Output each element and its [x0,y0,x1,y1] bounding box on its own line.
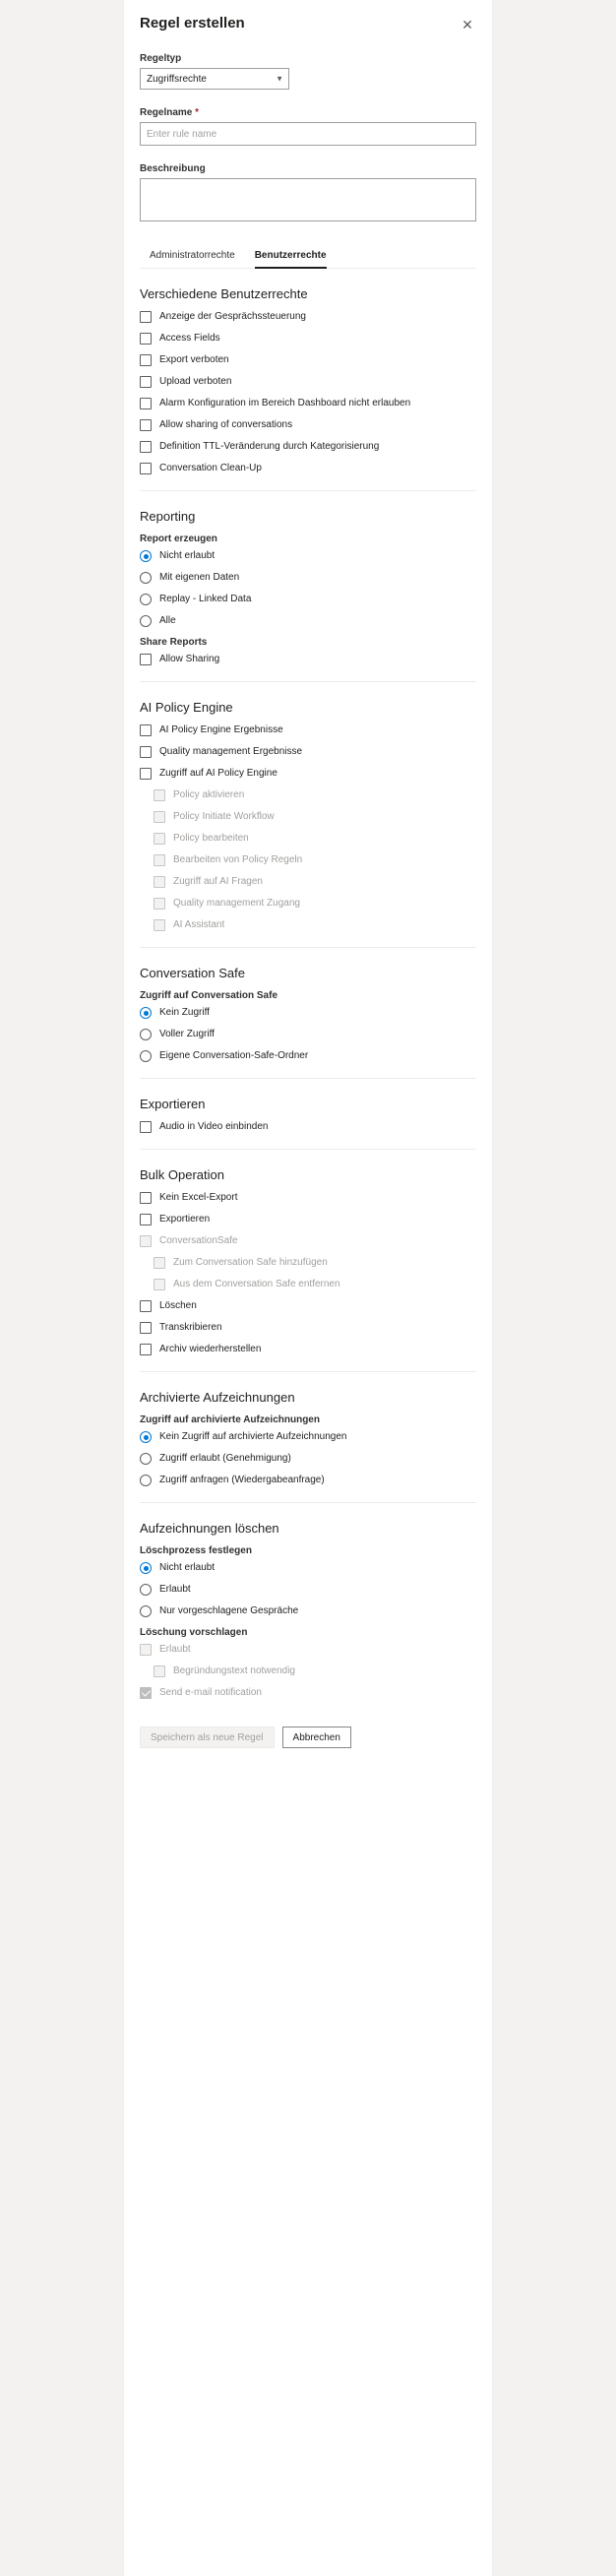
checkbox-box [154,1665,165,1677]
checkbox-box [154,854,165,866]
checkbox-box[interactable] [140,1344,152,1355]
checkbox-audio-in-video-einbinden[interactable] [140,1121,476,1133]
checkbox-label: Zugriff auf AI Policy Engine [159,768,277,779]
checkbox-transkribieren[interactable] [140,1322,476,1334]
description-field [140,163,476,226]
checkbox-box[interactable] [140,1300,152,1312]
radio-report-mit-eigenen-daten[interactable] [140,572,476,584]
page-title: Regel erstellen [140,15,245,31]
checkbox-send-email-notification [140,1687,476,1699]
rulename-label-text: Regelname [140,107,193,118]
checkbox-label: Erlaubt [159,1644,191,1655]
rulename-field [140,107,476,146]
checkbox-begruendungstext-notwendig [154,1665,476,1677]
checkbox-allow-sharing[interactable] [140,654,476,665]
radio-button[interactable] [140,1475,152,1486]
checkbox-label: Begründungstext notwendig [173,1665,295,1676]
section-misc-title: Verschiedene Benutzerrechte [140,286,308,301]
checkbox-box[interactable] [140,463,152,474]
checkbox-box[interactable] [140,354,152,366]
radio-cs-kein-zugriff[interactable] [140,1007,476,1019]
checkbox-label: Allow Sharing [159,654,220,664]
checkbox-bulk-exportieren[interactable] [140,1214,476,1225]
divider [140,947,476,948]
checkbox-label: Zum Conversation Safe hinzufügen [173,1257,328,1268]
rulename-label [140,107,476,118]
radio-button[interactable] [140,1007,152,1019]
checkbox-loeschen[interactable] [140,1300,476,1312]
checkbox-label: Allow sharing of conversations [159,419,293,430]
checkbox-alarm-konfiguration[interactable] [140,398,476,409]
checkbox-box[interactable] [140,1121,152,1133]
radio-report-alle[interactable] [140,615,476,627]
radio-delete-nicht-erlaubt[interactable] [140,1562,476,1574]
radio-report-replay-linked-data[interactable] [140,594,476,605]
ruletype-select-wrap [140,68,289,90]
create-rule-panel [124,0,492,2576]
checkbox-box [140,1235,152,1247]
radio-button[interactable] [140,1562,152,1574]
checkbox-zugriff-auf-ai-policy-engine[interactable] [140,768,476,780]
divider [140,1078,476,1079]
radio-button[interactable] [140,594,152,605]
divider [140,681,476,682]
checkbox-box[interactable] [140,768,152,780]
checkbox-box[interactable] [140,1322,152,1334]
radio-label: Kein Zugriff [159,1007,210,1018]
checkbox-upload-verboten[interactable] [140,376,476,388]
radio-label: Nicht erlaubt [159,1562,216,1573]
radio-button[interactable] [140,1029,152,1040]
checkbox-quality-management-zugang [154,898,476,910]
checkbox-label: Quality management Ergebnisse [159,746,303,757]
radio-label: Nur vorgeschlagene Gespräche [159,1605,299,1616]
checkbox-label: Exportieren [159,1214,211,1225]
section-export-title: Exportieren [140,1097,206,1111]
checkbox-box [154,919,165,931]
close-icon[interactable]: ✕ [457,14,478,35]
checkbox-label: Upload verboten [159,376,232,387]
report-erzeugen-label: Report erzeugen [140,534,217,544]
section-delete-recordings-title: Aufzeichnungen löschen [140,1521,279,1536]
checkbox-box [154,898,165,910]
checkbox-label: Policy Initiate Workflow [173,811,275,822]
radio-button[interactable] [140,572,152,584]
checkbox-label: Aus dem Conversation Safe entfernen [173,1279,340,1289]
checkbox-label: Quality management Zugang [173,898,300,909]
radio-button[interactable] [140,550,152,562]
checkbox-label: Policy aktivieren [173,789,245,800]
radio-archived-kein-zugriff[interactable] [140,1431,476,1443]
rights-tabs [140,244,476,269]
section-ai-policy-title: AI Policy Engine [140,700,233,715]
checkbox-kein-excel-export[interactable] [140,1192,476,1204]
checkbox-box [154,1279,165,1290]
required-marker: * [195,107,200,118]
checkbox-conversation-cleanup[interactable] [140,463,476,474]
radio-button[interactable] [140,1050,152,1062]
radio-button[interactable] [140,1584,152,1596]
checkbox-allow-sharing-conversations[interactable] [140,419,476,431]
checkbox-box[interactable] [140,398,152,409]
checkbox-ttl-veraenderung[interactable] [140,441,476,453]
checkbox-ai-policy-engine-ergebnisse[interactable] [140,724,476,736]
radio-archived-zugriff-anfragen[interactable] [140,1475,476,1486]
delete-process-label: Löschprozess festlegen [140,1545,252,1556]
radio-cs-voller-zugriff[interactable] [140,1029,476,1040]
checkbox-bearbeiten-von-policy-regeln [154,854,476,866]
divider [140,490,476,491]
checkbox-label: Definition TTL-Veränderung durch Kategorisierung [159,441,380,452]
panel-footer [124,1713,492,1764]
tab-benutzerrechte[interactable]: Benutzerrechte [245,244,337,268]
checkbox-access-fields[interactable] [140,333,476,345]
save-as-new-rule-button[interactable]: Speichern als neue Regel [140,1727,275,1748]
radio-label: Replay - Linked Data [159,594,252,604]
checkbox-suggest-erlaubt [140,1644,476,1656]
checkbox-archiv-wiederherstellen[interactable] [140,1344,476,1355]
suggest-deletion-label: Löschung vorschlagen [140,1627,248,1638]
checkbox-box [154,1257,165,1269]
checkbox-label: Access Fields [159,333,220,344]
checkbox-box[interactable] [140,311,152,323]
checkbox-label: Kein Excel-Export [159,1192,238,1203]
conversation-safe-sub-label: Zugriff auf Conversation Safe [140,990,278,1001]
checkbox-label: AI Assistant [173,919,225,930]
checkbox-box [140,1687,152,1699]
panel-content [124,53,492,1713]
description-textarea[interactable] [140,178,476,221]
radio-button[interactable] [140,1431,152,1443]
section-reporting-title: Reporting [140,509,196,524]
checkbox-label: Alarm Konfiguration im Bereich Dashboard nicht erlauben [159,398,411,408]
checkbox-box[interactable] [140,441,152,453]
radio-delete-nur-vorgeschlagene[interactable] [140,1605,476,1617]
checkbox-ai-assistant [154,919,476,931]
radio-cs-eigene-ordner[interactable] [140,1050,476,1062]
rulename-input[interactable] [140,122,476,146]
checkbox-box[interactable] [140,333,152,345]
radio-label: Nicht erlaubt [159,550,216,561]
checkbox-box[interactable] [140,746,152,758]
checkbox-box[interactable] [140,1192,152,1204]
radio-label: Kein Zugriff auf archivierte Aufzeichnungen [159,1431,347,1442]
radio-label: Voller Zugriff [159,1029,215,1039]
checkbox-label: Policy bearbeiten [173,833,249,844]
checkbox-box[interactable] [140,419,152,431]
radio-button[interactable] [140,1453,152,1465]
radio-archived-zugriff-erlaubt[interactable] [140,1453,476,1465]
checkbox-label: Anzeige der Gesprächssteuerung [159,311,306,322]
divider [140,1371,476,1372]
checkbox-box[interactable] [140,376,152,388]
ruletype-field [140,53,476,90]
checkbox-label: Audio in Video einbinden [159,1121,269,1132]
checkbox-label: ConversationSafe [159,1235,238,1246]
radio-label: Alle [159,615,176,626]
tab-administratorrechte[interactable]: Administratorrechte [150,250,235,261]
checkbox-policy-initiate-workflow [154,811,476,823]
checkbox-label: Send e-mail notification [159,1687,262,1698]
checkbox-anzeige-gespraechssteuerung[interactable] [140,311,476,323]
radio-label: Eigene Conversation-Safe-Ordner [159,1050,309,1061]
checkbox-label: Zugriff auf AI Fragen [173,876,263,887]
archived-sub-label: Zugriff auf archivierte Aufzeichnungen [140,1414,320,1425]
divider [140,1149,476,1150]
checkbox-zum-conversation-safe-hinzufuegen [154,1257,476,1269]
checkbox-box[interactable] [140,1214,152,1225]
checkbox-quality-management-ergebnisse[interactable] [140,746,476,758]
checkbox-box [140,1644,152,1656]
checkbox-policy-aktivieren [154,789,476,801]
checkbox-policy-bearbeiten [154,833,476,845]
checkbox-label: Transkribieren [159,1322,222,1333]
chevron-down-icon: ▼ [276,74,283,84]
checkbox-label: Löschen [159,1300,197,1311]
radio-report-nicht-erlaubt[interactable] [140,550,476,562]
section-archived-title: Archivierte Aufzeichnungen [140,1390,295,1405]
checkbox-label: AI Policy Engine Ergebnisse [159,724,283,735]
radio-button[interactable] [140,615,152,627]
radio-label: Mit eigenen Daten [159,572,240,583]
checkbox-label: Archiv wiederherstellen [159,1344,262,1354]
ruletype-label: Regeltyp [140,53,182,64]
checkbox-zugriff-auf-ai-fragen [154,876,476,888]
checkbox-label: Conversation Clean-Up [159,463,262,473]
radio-label: Erlaubt [159,1584,191,1595]
description-label: Beschreibung [140,163,206,174]
checkbox-box [154,833,165,845]
checkbox-box [154,876,165,888]
ruletype-select[interactable]: Zugriffsrechte [140,68,289,90]
section-bulk-title: Bulk Operation [140,1167,224,1182]
checkbox-label: Export verboten [159,354,229,365]
radio-delete-erlaubt[interactable] [140,1584,476,1596]
panel-header [124,0,492,35]
section-conversation-safe-title: Conversation Safe [140,966,245,980]
checkbox-box[interactable] [140,724,152,736]
checkbox-box [154,789,165,801]
checkbox-label: Bearbeiten von Policy Regeln [173,854,303,865]
divider [140,1502,476,1503]
checkbox-conversationsafe [140,1235,476,1247]
radio-button[interactable] [140,1605,152,1617]
checkbox-box[interactable] [140,654,152,665]
radio-label: Zugriff erlaubt (Genehmigung) [159,1453,291,1464]
checkbox-export-verboten[interactable] [140,354,476,366]
cancel-button[interactable]: Abbrechen [282,1727,351,1748]
share-reports-label: Share Reports [140,637,208,648]
checkbox-aus-dem-conversation-safe-entfernen [154,1279,476,1290]
radio-label: Zugriff anfragen (Wiedergabeanfrage) [159,1475,325,1485]
checkbox-box [154,811,165,823]
